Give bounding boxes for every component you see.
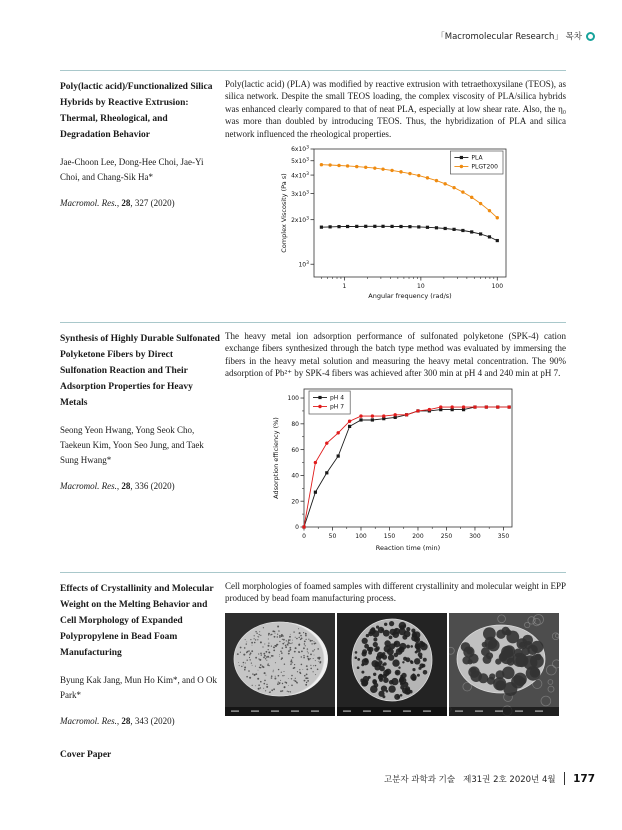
footer-divider xyxy=(564,772,566,785)
article-3-meta xyxy=(60,573,220,760)
svg-text:Reaction time (min): Reaction time (min) xyxy=(375,543,440,552)
svg-text:100: 100 xyxy=(491,283,503,291)
citation-volume: 28 xyxy=(121,198,131,208)
article-abstract: Cell morphologies of foamed samples with different crystallinity and molecular weight in EPP produced by bead foam manufacturing process. xyxy=(225,581,566,604)
article-citation xyxy=(60,716,220,726)
citation-volume: 28 xyxy=(121,481,131,491)
svg-text:350: 350 xyxy=(497,532,509,540)
page-header xyxy=(436,30,595,42)
article-abstract: The heavy metal ion adsorption performance of sulfonated polyketone (SPK-4) cation exchange fibers synthesized through the batch type method was evaluated by immersing the fibers in the heavy metal solution and measuring the heavy metal concentration. The 90% adsorption of Pb²⁺ by SPK-4 fibers was achieved after 300 min at pH 4 and 240 min at pH 7. xyxy=(225,331,566,379)
svg-text:pH 4: pH 4 xyxy=(329,394,344,402)
article-2-figure xyxy=(225,383,566,560)
citation-rest: , 343 (2020) xyxy=(130,716,175,726)
article-3-body xyxy=(225,573,566,716)
svg-text:pH 7: pH 7 xyxy=(329,403,344,411)
cover-paper-label: Cover Paper xyxy=(60,750,112,760)
svg-text:200: 200 xyxy=(411,532,424,540)
footer-journal-info: 고분자 과학과 기술 제31권 2호 2020년 4월 xyxy=(383,774,556,785)
article-section-1 xyxy=(60,70,566,308)
svg-text:5x103: $5x10^3$ xyxy=(290,157,309,165)
page-number: 177 xyxy=(573,772,595,785)
article-authors: Seong Yeon Hwang, Yong Seok Cho, Taekeun Kim, Yoon Seo Jung, and Taek Sung Hwang* xyxy=(60,425,204,465)
citation-journal: Macromol. Res. xyxy=(60,716,117,726)
header-title: 「Macromolecular Research」 목차 xyxy=(436,32,582,42)
citation-sep: , xyxy=(116,716,122,726)
citation-sep: , xyxy=(116,481,122,491)
citation-journal: Macromol. Res. xyxy=(60,198,117,208)
svg-text:Complex Viscosity (Pa s): Complex Viscosity (Pa s) xyxy=(279,173,288,253)
article-2-meta xyxy=(60,323,220,491)
adsorption-efficiency-chart xyxy=(270,383,522,555)
sem-bead-medium-cells xyxy=(337,613,447,716)
article-title: Synthesis of Highly Durable Sulfonated Polyketone Fibers by Direct Sulfonation Reaction and Their Adsorption Properties for Heavy Metals xyxy=(60,334,220,408)
svg-text:250: 250 xyxy=(440,532,452,540)
article-authors: Byung Kak Jang, Mun Ho Kim*, and O Ok Park* xyxy=(60,675,217,700)
svg-text:0: 0 xyxy=(294,523,299,531)
svg-text:3x103: $3x10^3$ xyxy=(290,190,309,198)
svg-text:4x103: $4x10^3$ xyxy=(290,171,309,180)
svg-text:6x103: $6x10^3$ xyxy=(290,145,309,154)
citation-journal: Macromol. Res. xyxy=(60,481,117,491)
svg-text:Adsorption efficiency (%): Adsorption efficiency (%) xyxy=(271,416,280,499)
article-1-figure xyxy=(225,143,566,308)
citation-sep: , xyxy=(116,198,122,208)
citation-volume: 28 xyxy=(121,716,131,726)
svg-text:60: 60 xyxy=(290,446,299,454)
svg-text:103: $10^3$ xyxy=(297,260,309,269)
svg-text:PLA: PLA xyxy=(470,154,483,162)
svg-text:100: 100 xyxy=(287,394,299,402)
svg-text:2x103: $2x10^3$ xyxy=(290,216,309,224)
article-abstract: Poly(lactic acid) (PLA) was modified by reactive extrusion with tetraethoxysilane (TEOS), as silica network. Despite the small TEOS loading, the complex viscosity of PLA/silica hybrids was enhanced clearly compared to that of neat PLA, especially at low shear rate. Also, the η₀ was more than doubled by introducing TEOS. Thus, the hybridization of PLA and silica network influenced the rheological properties. xyxy=(225,79,566,139)
sem-bead-fine-cells xyxy=(225,613,335,716)
article-section-3 xyxy=(60,572,566,760)
citation-rest: , 336 (2020) xyxy=(130,481,175,491)
article-title: Poly(lactic acid)/Functionalized Silica Hybrids by Reactive Extrusion: Thermal, Rheological, and Degradation Behavior xyxy=(60,82,213,140)
svg-text:150: 150 xyxy=(383,532,395,540)
article-citation xyxy=(60,481,220,491)
article-1-meta xyxy=(60,71,220,208)
sem-bead-large-cells xyxy=(449,613,559,716)
svg-text:80: 80 xyxy=(290,420,299,428)
page-footer xyxy=(384,772,595,785)
toc-ring-icon xyxy=(586,32,595,41)
citation-rest: , 327 (2020) xyxy=(130,198,175,208)
article-2-body xyxy=(225,323,566,560)
article-citation xyxy=(60,198,220,208)
article-1-body xyxy=(225,71,566,308)
article-title: Effects of Crystallinity and Molecular Weight on the Melting Behavior and Cell Morphology of Expanded Polypropylene in Bead Foam Manufacturing xyxy=(60,584,214,658)
svg-text:100: 100 xyxy=(354,532,367,540)
svg-text:20: 20 xyxy=(290,498,299,506)
svg-text:PLGT200: PLGT200 xyxy=(470,163,498,171)
svg-text:40: 40 xyxy=(290,472,299,480)
svg-text:50: 50 xyxy=(328,532,336,540)
svg-text:10: 10 xyxy=(416,283,425,291)
sem-image-row xyxy=(225,613,566,716)
svg-text:Angular frequency (rad/s): Angular frequency (rad/s) xyxy=(367,292,452,301)
complex-viscosity-chart xyxy=(278,143,514,303)
article-section-2 xyxy=(60,322,566,560)
svg-text:300: 300 xyxy=(468,532,481,540)
article-authors: Jae-Choon Lee, Dong-Hee Choi, Jae-Yi Choi, and Chang-Sik Ha* xyxy=(60,157,204,182)
svg-text:0: 0 xyxy=(301,532,306,540)
svg-text:1: 1 xyxy=(342,283,346,291)
